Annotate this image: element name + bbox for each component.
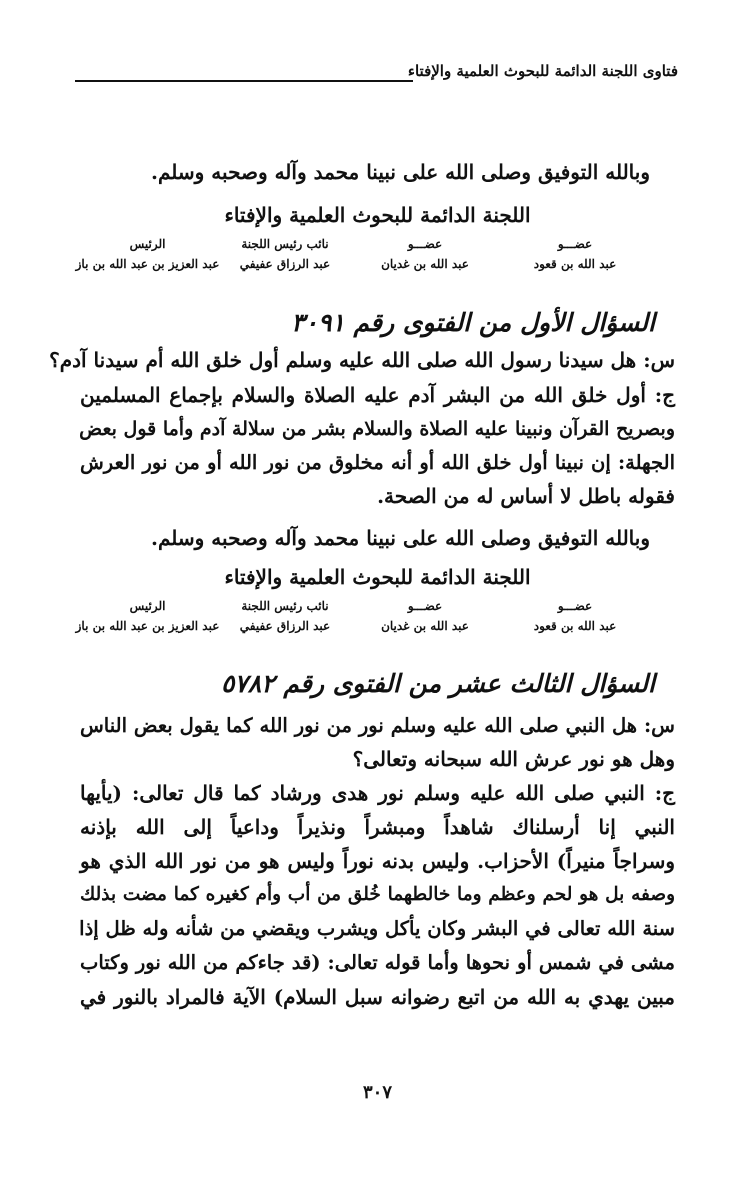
fatwa-5782-answer-line: سنة الله تعالى في البشر وكان يأكل ويشرب ويقضي من شأنه وله ظل إذا: [79, 917, 675, 940]
signature-role: عضـــو: [407, 599, 443, 613]
signature-member-1: [495, 598, 655, 634]
signature-name: عبد الرزاق عفيفي: [239, 619, 331, 633]
fatwa-5782-heading: السؤال الثالث عشر من الفتوى رقم ٥٧٨٢: [220, 669, 655, 698]
running-header-rule: [75, 80, 413, 82]
signature-member-4: [60, 236, 235, 272]
fatwa-5782-answer-line: النبي إنا أرسلناك شاهداً ومبشراً ونذيراً وداعياً إلى الله بإذنه: [80, 815, 675, 839]
fatwa-5782-question-line: س: هل النبي صلى الله عليه وسلم نور من نور الله كما يقول بعض الناس: [80, 714, 675, 737]
fatwa-5782-answer-line: وصفه بل هو لحم وعظم وما خالطهما خُلق من أب وأم كغيره كما مضت بذلك: [80, 884, 675, 905]
signature-block-2: [75, 598, 645, 638]
closing-formula-1: وبالله التوفيق وصلى الله على نبينا محمد وآله وصحبه وسلم.: [151, 160, 650, 184]
running-header: [75, 62, 678, 88]
signature-member-4: [60, 598, 235, 634]
signature-role: الرئيس: [129, 599, 166, 613]
page-number: ٣٠٧: [362, 1082, 392, 1103]
running-header-title: فتاوى اللجنة الدائمة للبحوث العلمية والإفتاء: [407, 62, 678, 80]
signature-member-2: [345, 598, 505, 634]
fatwa-3091-question: س: هل سيدنا رسول الله صلى الله عليه وسلم أول خلق الله أم سيدنا آدم؟: [49, 348, 675, 372]
signature-role: عضـــو: [407, 237, 443, 251]
fatwa-5782-answer-line: مشى في شمس أو نحوها وأما قوله تعالى: (قد جاءكم من الله نور وكتاب: [80, 951, 675, 974]
signature-name: عبد الرزاق عفيفي: [239, 257, 331, 271]
signature-member-1: [495, 236, 655, 272]
signature-name: عبد العزيز بن عبد الله بن باز: [75, 619, 220, 633]
signature-name: عبد الله بن قعود: [533, 257, 617, 271]
fatwa-3091-answer-line: ج: أول خلق الله من البشر آدم عليه الصلاة والسلام بإجماع المسلمين: [80, 383, 675, 407]
signature-block-1: [75, 236, 645, 276]
fatwa-3091-answer-line: وبصريح القرآن ونبينا عليه الصلاة والسلام بشر من سلالة آدم وأما قول بعض: [79, 418, 675, 440]
fatwa-5782-answer-line: مبين يهدي به الله من اتبع رضوانه سبل السلام) الآية فالمراد بالنور في: [80, 985, 675, 1009]
signature-name: عبد الله بن غديان: [381, 257, 469, 271]
signature-name: عبد الله بن قعود: [533, 619, 617, 633]
signature-name: عبد الله بن غديان: [381, 619, 469, 633]
fatwa-5782-question-line: وهل هو نور عرش الله سبحانه وتعالى؟: [352, 747, 675, 771]
signature-role: عضـــو: [557, 599, 593, 613]
fatwa-3091-answer-line: فقوله باطل لا أساس له من الصحة.: [377, 484, 675, 508]
signature-role: نائب رئيس اللجنة: [241, 237, 329, 251]
closing-formula-2: وبالله التوفيق وصلى الله على نبينا محمد وآله وصحبه وسلم.: [151, 526, 650, 550]
committee-title-1: اللجنة الدائمة للبحوث العلمية والإفتاء: [224, 203, 531, 227]
fatwa-3091-answer-line: الجهلة: إن نبينا أول خلق الله أو أنه مخلوق من نور الله أو من نور العرش: [80, 451, 675, 474]
signature-role: عضـــو: [557, 237, 593, 251]
committee-title-2: اللجنة الدائمة للبحوث العلمية والإفتاء: [224, 565, 531, 589]
signature-name: عبد العزيز بن عبد الله بن باز: [75, 257, 220, 271]
signature-role: نائب رئيس اللجنة: [241, 599, 329, 613]
signature-role: الرئيس: [129, 237, 166, 251]
signature-member-2: [345, 236, 505, 272]
fatwa-3091-heading: السؤال الأول من الفتوى رقم ٣٠٩١: [291, 308, 655, 337]
fatwa-5782-answer-line: وسراجاً منيراً) الأحزاب. وليس بدنه نوراً وليس هو من نور الله الذي هو: [80, 849, 675, 873]
fatwa-5782-answer-line: ج: النبي صلى الله عليه وسلم نور هدى ورشاد كما قال تعالى: (يأيها: [80, 781, 675, 805]
